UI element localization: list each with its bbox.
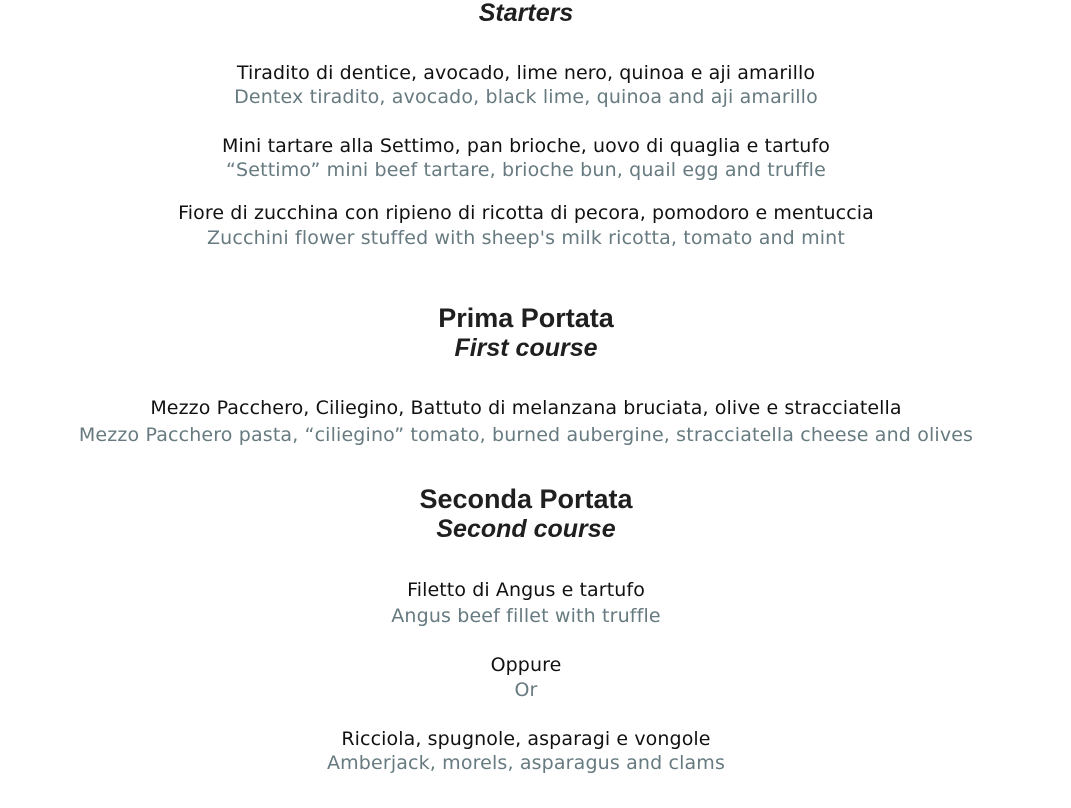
starter-2-english: “Settimo” mini beef tartare, brioche bun, quail egg and truffle xyxy=(226,159,826,181)
first-course-subtitle: First course xyxy=(454,334,598,362)
first-course-title: Prima Portata xyxy=(438,303,614,333)
second-course-2-italian: Ricciola, spugnole, asparagi e vongole xyxy=(341,728,711,750)
starter-2-italian: Mini tartare alla Settimo, pan brioche, uovo di quaglia e tartufo xyxy=(222,135,830,157)
second-course-or-italian: Oppure xyxy=(490,654,562,676)
second-course-1-english: Angus beef fillet with truffle xyxy=(391,605,661,627)
second-course-or-english: Or xyxy=(514,679,538,701)
second-course-1-italian: Filetto di Angus e tartufo xyxy=(407,579,645,601)
second-course-subtitle: Second course xyxy=(436,515,616,543)
starter-1-italian: Tiradito di dentice, avocado, lime nero, quinoa e aji amarillo xyxy=(236,62,816,84)
second-course-title: Seconda Portata xyxy=(419,484,633,514)
second-course-2-english: Amberjack, morels, asparagus and clams xyxy=(327,752,725,774)
starter-3-italian: Fiore di zucchina con ripieno di ricotta di pecora, pomodoro e mentuccia xyxy=(178,202,874,224)
starter-1-english: Dentex tiradito, avocado, black lime, quinoa and aji amarillo xyxy=(234,86,818,108)
first-course-1-italian: Mezzo Pacchero, Ciliegino, Battuto di melanzana bruciata, olive e stracciatella xyxy=(150,397,902,419)
starter-3-english: Zucchini flower stuffed with sheep's milk ricotta, tomato and mint xyxy=(207,227,845,249)
first-course-1-english: Mezzo Pacchero pasta, “ciliegino” tomato, burned aubergine, stracciatella cheese and olives xyxy=(78,424,974,446)
starters-subtitle: Starters xyxy=(478,0,574,27)
